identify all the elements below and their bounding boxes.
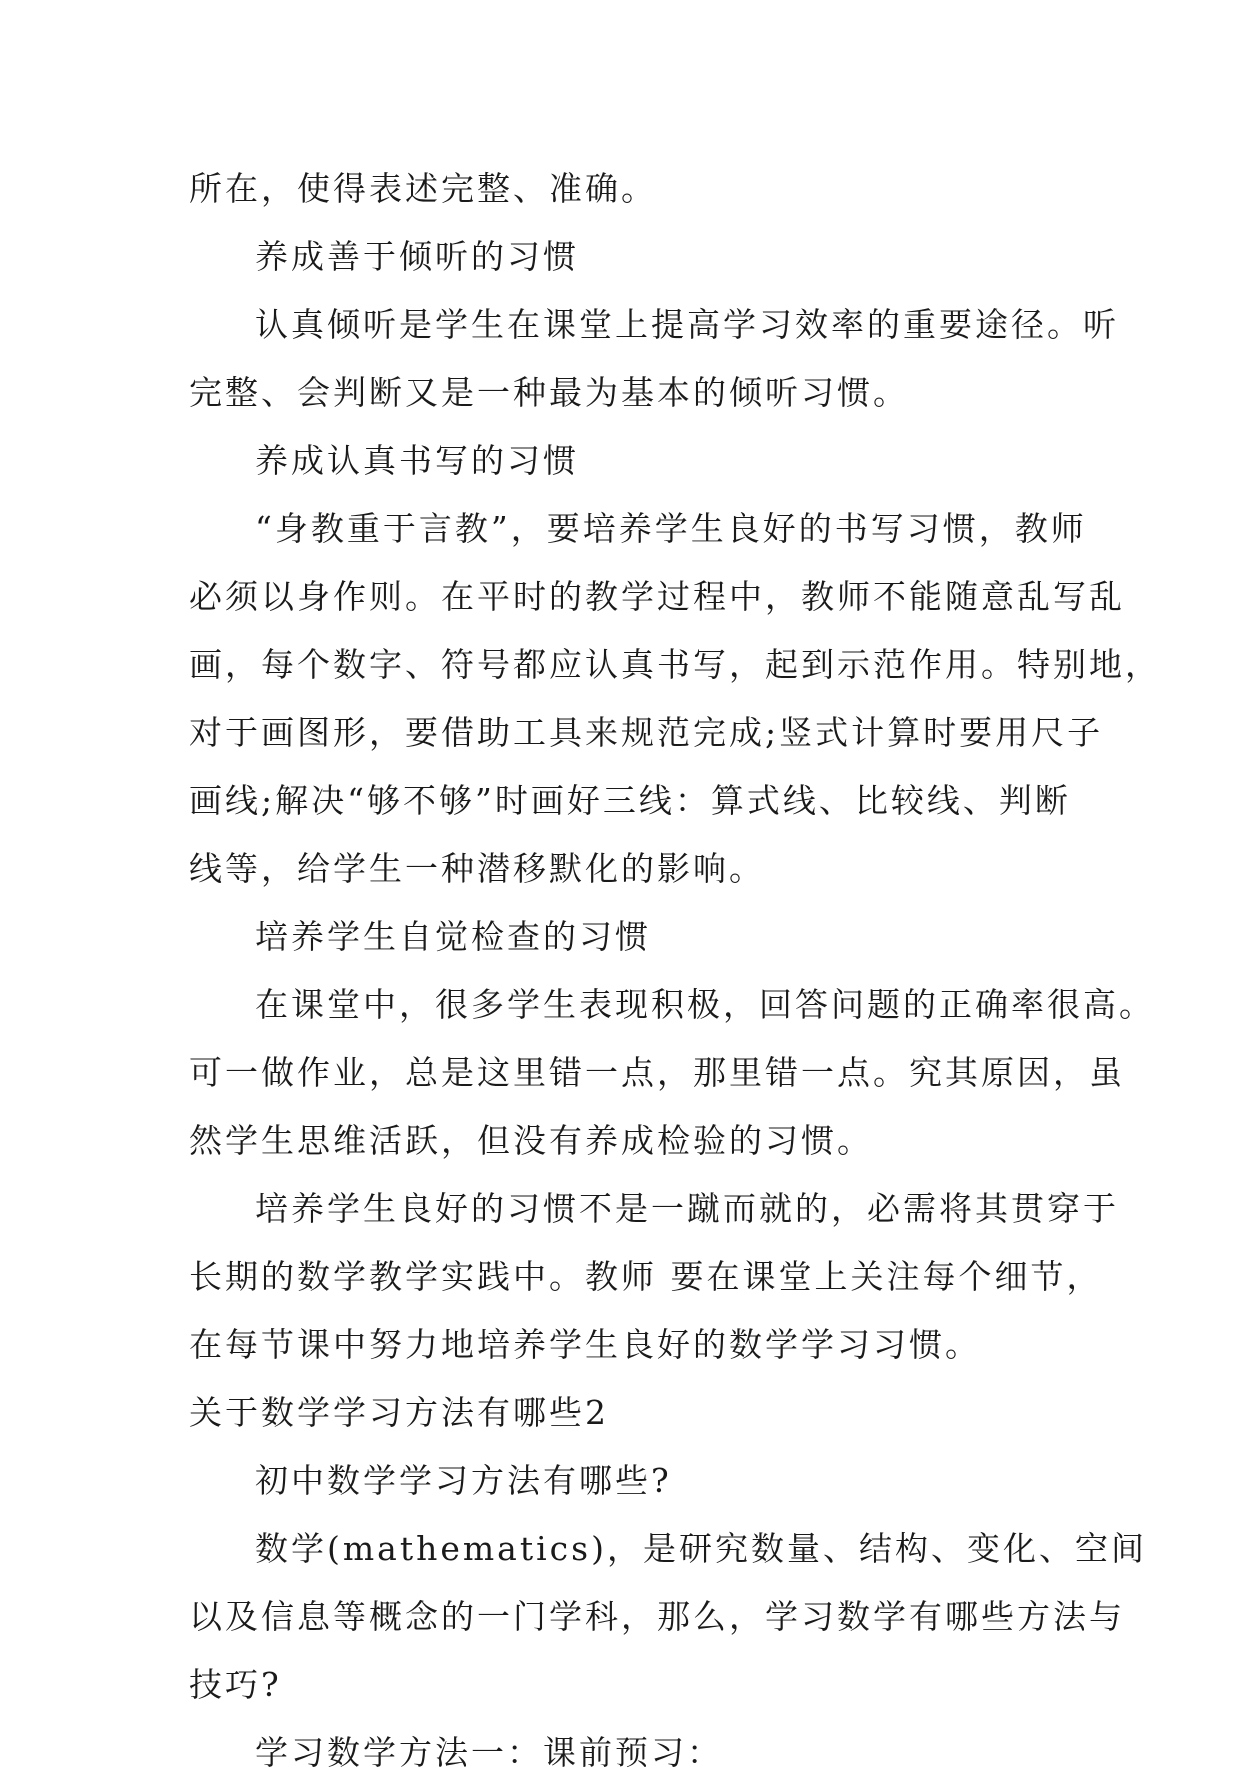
paragraph-line: 所在，使得表述完整、准确。 [189,169,657,208]
article-title: 关于数学学习方法有哪些2 [189,1393,609,1432]
paragraph-line: 在每节课中努力地培养学生良好的数学学习习惯。 [189,1325,981,1364]
section-heading: 培养学生自觉检查的习惯 [255,917,651,956]
paragraph-line: 画线;解决“够不够”时画好三线：算式线、比较线、判断 [189,781,1071,820]
paragraph-line: 在课堂中，很多学生表现积极，回答问题的正确率很高。 [255,985,1155,1024]
paragraph-line: 必须以身作则。在平时的教学过程中，教师不能随意乱写乱 [189,577,1125,616]
paragraph-line: 以及信息等概念的一门学科，那么，学习数学有哪些方法与 [189,1597,1125,1636]
section-heading: 学习数学方法一：课前预习： [255,1733,723,1772]
paragraph-line: “身教重于言教”，要培养学生良好的书写习惯，教师 [255,509,1087,548]
paragraph-line: 数学(mathematics)，是研究数量、结构、变化、空间 [255,1529,1147,1568]
paragraph-line: 对于画图形，要借助工具来规范完成;竖式计算时要用尺子 [189,713,1104,752]
paragraph-line: 认真倾听是学生在课堂上提高学习效率的重要途径。听 [255,305,1119,344]
paragraph-line: 完整、会判断又是一种最为基本的倾听习惯。 [189,373,909,412]
section-heading: 养成认真书写的习惯 [255,441,579,480]
paragraph-line: 线等，给学生一种潜移默化的影响。 [189,849,765,888]
paragraph-line: 画，每个数字、符号都应认真书写，起到示范作用。特别地， [189,645,1161,684]
document-body [189,155,1161,1787]
paragraph-line: 技巧? [189,1665,282,1704]
paragraph-line: 可一做作业，总是这里错一点，那里错一点。究其原因，虽 [189,1053,1125,1092]
section-heading: 初中数学学习方法有哪些? [255,1461,672,1500]
paragraph-line: 长期的数学教学实践中。教师 要在课堂上关注每个细节， [189,1257,1103,1296]
section-heading: 养成善于倾听的习惯 [255,237,579,276]
paragraph-line: 然学生思维活跃，但没有养成检验的习惯。 [189,1121,873,1160]
paragraph-line: 培养学生良好的习惯不是一蹴而就的，必需将其贯穿于 [255,1189,1119,1228]
